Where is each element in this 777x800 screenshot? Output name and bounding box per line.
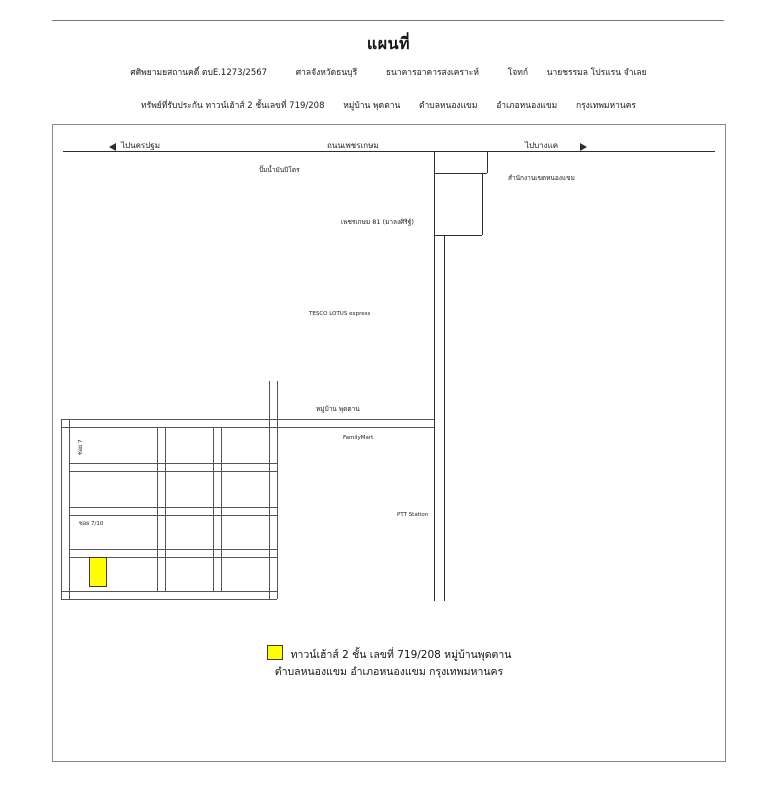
- court-name: ศาลจังหวัดธนบุรี: [295, 68, 358, 78]
- defendant-name: นายชรรมล โปรแรน จำเลย: [546, 68, 647, 78]
- grid-road-bottom-a: [61, 591, 277, 592]
- subdistrict: ตำบลหนองแขม: [419, 101, 478, 111]
- plot-number-label: ซอย 7/10: [79, 521, 104, 527]
- soi81-road-jog: [434, 235, 482, 236]
- grid-col1-b: [165, 427, 166, 591]
- legend-text-1: ทาวน์เฮ้าส์ 2 ชั้น เลขที่ 719/208 หมู่บ้านพุดตาน: [290, 649, 512, 661]
- grid-road-bottom-b: [61, 599, 277, 600]
- property-description: ทรัพย์ที่รับประกัน ทาวน์เฮ้าส์ 2 ชั้นเลขที่ 719/208: [141, 101, 325, 111]
- soi81-road-upper: [434, 151, 435, 173]
- village-main-road-top: [269, 419, 434, 420]
- case-header-line-1: [0, 65, 777, 79]
- map-drawing: [52, 124, 726, 762]
- district: อำเภอหนองแขม: [496, 101, 558, 111]
- grid-col2-b: [221, 427, 222, 591]
- grid-row2-a: [69, 507, 277, 508]
- page-title: แผนที่: [366, 34, 411, 53]
- soi81-road-upper-right: [487, 151, 488, 173]
- header-divider: [52, 20, 724, 21]
- soi81-road-jog-top: [434, 173, 487, 174]
- grid-col2-a: [213, 427, 214, 591]
- pond-label: ปั๊มน้ำมันปิโตร: [259, 166, 300, 174]
- legend-line-1: [53, 645, 725, 663]
- grid-road-row0: [61, 419, 271, 420]
- soi81-road-lower-right: [444, 235, 445, 601]
- grid-row1-a: [69, 463, 277, 464]
- direction-right-label: ไปบางแค: [525, 141, 559, 150]
- familymart-label: FamilyMart: [343, 435, 374, 441]
- grid-road-row0b: [61, 427, 271, 428]
- soi7-label: ซอย 7: [78, 439, 84, 455]
- soi81-road-mid-right: [482, 173, 483, 235]
- arrow-left-icon: [109, 143, 116, 151]
- case-number: ศศิพยามยสถานคดี์ ตบE.1273/2567: [130, 68, 268, 78]
- legend-text-2: ตำบลหนองแขม อำเภอหนองแขม กรุงเทพมหานคร: [274, 666, 504, 678]
- plaintiff-label: โจทก์: [507, 68, 528, 78]
- village-name: หมู่บ้าน พุดตาน: [343, 101, 401, 111]
- village-entry-road-right: [277, 381, 278, 419]
- soi81-road-lower-left: [434, 235, 435, 601]
- subject-property-marker: [89, 557, 107, 587]
- village-label: หมู่บ้าน พุดตาน: [316, 405, 360, 413]
- arrow-right-icon: [580, 143, 587, 151]
- direction-left-label: ไปนครปฐม: [121, 141, 160, 150]
- grid-road-col-left-a: [61, 419, 62, 599]
- grid-road-col-right-a: [269, 419, 270, 599]
- ptt-station-label: PTT Station: [397, 512, 429, 518]
- case-header-line-2: [0, 98, 777, 112]
- grid-row2-b: [69, 515, 277, 516]
- main-road-line: [63, 151, 715, 152]
- grid-road-col-right-b: [277, 419, 278, 599]
- grid-col1-a: [157, 427, 158, 591]
- soi81-label: เพชรเกษม 81 (มาลงศิริฐ์): [341, 218, 414, 226]
- grid-road-col-left-b: [69, 419, 70, 599]
- plaintiff-bank: ธนาคารอาคารสงเคราะห์: [385, 68, 479, 78]
- village-main-road-bottom: [269, 427, 434, 428]
- grid-row1-b: [69, 471, 277, 472]
- legend-line-2: [53, 663, 725, 680]
- district-office-label: สำนักงานเขตหนองแขม: [508, 174, 575, 182]
- tesco-label: TESCO LOTUS express: [309, 311, 371, 317]
- village-entry-road-left: [269, 381, 270, 419]
- province: กรุงเทพมหานคร: [575, 101, 636, 111]
- main-road-label: ถนนเพชรเกษม: [327, 141, 379, 150]
- legend-swatch-icon: [267, 645, 283, 660]
- grid-row3-a: [69, 549, 277, 550]
- soi81-road-mid: [434, 173, 435, 235]
